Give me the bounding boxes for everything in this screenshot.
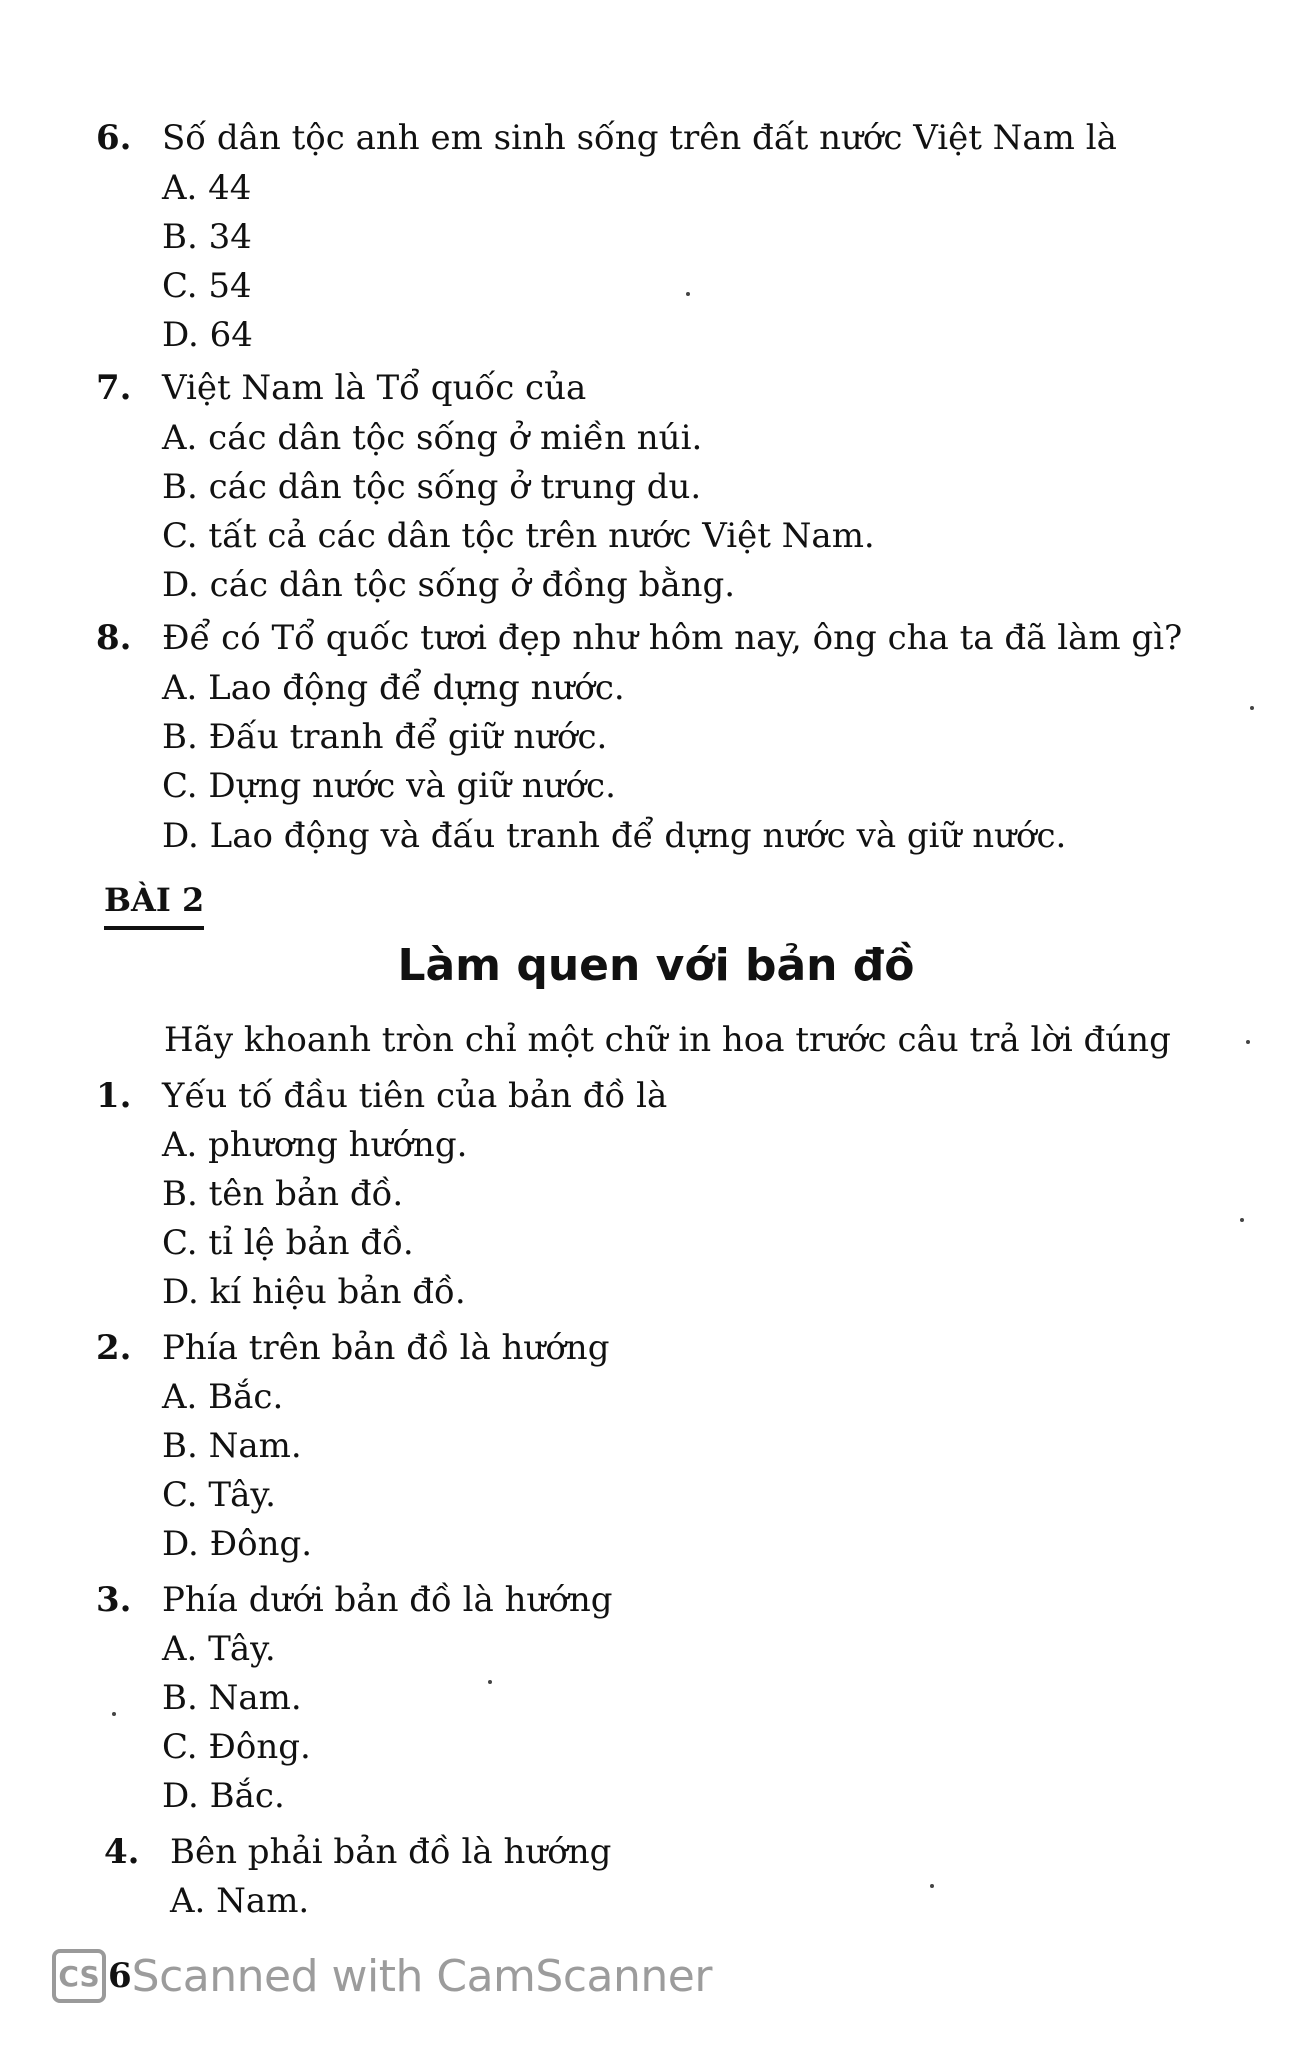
option-l1a: A. phương hướng.	[162, 1125, 468, 1165]
option-l3b: B. Nam.	[162, 1678, 302, 1718]
lesson-instruction: Hãy khoanh tròn chỉ một chữ in hoa trước câu trả lời đúng	[164, 1020, 1171, 1060]
lesson-label: BÀI 2	[104, 876, 204, 930]
question-number: 8.	[96, 618, 132, 658]
scan-speck	[112, 1712, 116, 1716]
lesson-question-4	[104, 1828, 611, 1876]
option-6b: B. 34	[162, 217, 252, 257]
option-l2b: B. Nam.	[162, 1426, 302, 1466]
question-number: 1.	[96, 1076, 132, 1116]
lesson-title: Làm quen với bản đồ	[397, 940, 915, 991]
lesson-question-3	[96, 1576, 613, 1624]
option-8a: A. Lao động để dựng nước.	[162, 668, 625, 708]
watermark-text: Scanned with CamScanner	[131, 1950, 712, 2002]
question-text: Để có Tổ quốc tươi đẹp như hôm nay, ông cha ta đã làm gì?	[162, 618, 1183, 658]
question-text: Phía dưới bản đồ là hướng	[162, 1580, 613, 1620]
option-8c: C. Dựng nước và giữ nước.	[162, 766, 616, 806]
question-7	[96, 364, 586, 412]
question-8	[96, 614, 1182, 662]
option-6a: A. 44	[162, 168, 252, 208]
scan-speck	[686, 292, 690, 296]
question-text: Yếu tố đầu tiên của bản đồ là	[162, 1076, 668, 1116]
option-l2a: A. Bắc.	[162, 1377, 284, 1417]
camscanner-watermark	[52, 1944, 712, 2008]
page-number: 6	[108, 1956, 132, 1996]
option-l4a: A. Nam.	[170, 1881, 310, 1921]
option-l1d: D. kí hiệu bản đồ.	[162, 1272, 466, 1312]
scan-speck	[488, 1680, 492, 1684]
question-text: Phía trên bản đồ là hướng	[162, 1328, 610, 1368]
option-6d: D. 64	[162, 315, 253, 355]
option-8d: D. Lao động và đấu tranh để dựng nước và giữ nước.	[162, 816, 1067, 856]
question-text: Việt Nam là Tổ quốc của	[162, 368, 587, 408]
question-6	[96, 114, 1117, 162]
question-text: Số dân tộc anh em sinh sống trên đất nước Việt Nam là	[162, 118, 1117, 158]
option-l2d: D. Đông.	[162, 1524, 313, 1564]
option-7b: B. các dân tộc sống ở trung du.	[162, 467, 702, 507]
option-l3a: A. Tây.	[162, 1629, 276, 1669]
lesson-question-2	[96, 1324, 609, 1372]
option-8b: B. Đấu tranh để giữ nước.	[162, 717, 608, 757]
scan-speck	[930, 1884, 934, 1888]
question-number: 3.	[96, 1580, 132, 1620]
lesson-question-1	[96, 1072, 667, 1120]
option-l1c: C. tỉ lệ bản đồ.	[162, 1223, 414, 1263]
scan-speck	[1250, 706, 1254, 710]
question-number: 2.	[96, 1328, 132, 1368]
question-number: 6.	[96, 118, 132, 158]
option-l3c: C. Đông.	[162, 1727, 311, 1767]
option-6c: C. 54	[162, 266, 252, 306]
option-7c: C. tất cả các dân tộc trên nước Việt Nam.	[162, 516, 875, 556]
option-l2c: C. Tây.	[162, 1475, 276, 1515]
question-number: 4.	[104, 1832, 140, 1872]
scan-speck	[1240, 1218, 1244, 1222]
option-7a: A. các dân tộc sống ở miền núi.	[162, 418, 703, 458]
scan-speck	[1246, 1040, 1250, 1044]
question-text: Bên phải bản đồ là hướng	[170, 1832, 612, 1872]
option-l1b: B. tên bản đồ.	[162, 1174, 404, 1214]
option-l3d: D. Bắc.	[162, 1776, 285, 1816]
option-7d: D. các dân tộc sống ở đồng bằng.	[162, 565, 736, 605]
camscanner-logo: CS	[52, 1949, 106, 2003]
question-number: 7.	[96, 368, 132, 408]
